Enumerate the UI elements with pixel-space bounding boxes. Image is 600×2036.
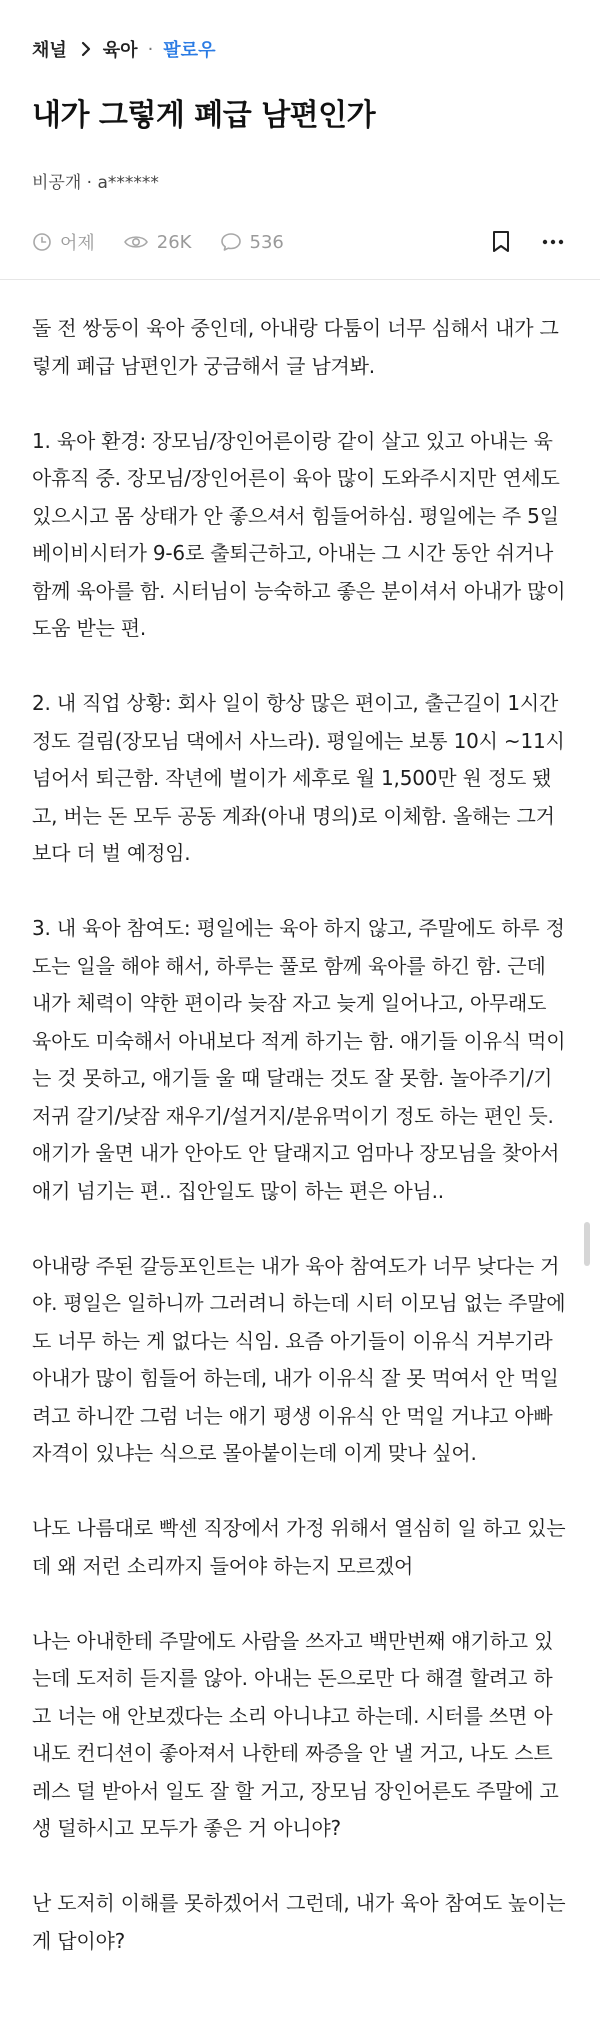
post-views bbox=[123, 232, 192, 253]
comment-icon bbox=[220, 232, 242, 252]
post-time bbox=[32, 229, 95, 255]
breadcrumb-category[interactable]: 육아 bbox=[102, 40, 138, 61]
post-comments[interactable] bbox=[220, 232, 284, 253]
bookmark-button[interactable] bbox=[486, 227, 516, 257]
post-paragraph: 난 도저히 이해를 못하겠어서 그런데, 내가 육아 참여도 높이는 게 답이야? bbox=[32, 1891, 566, 1953]
post-title: 내가 그렇게 폐급 남편인가 bbox=[32, 98, 376, 133]
eye-icon bbox=[123, 232, 149, 252]
bookmark-icon bbox=[491, 230, 511, 254]
post-comments-count: 536 bbox=[249, 231, 284, 253]
post-paragraph: 돌 전 쌍둥이 육아 중인데, 아내랑 다툼이 너무 심해서 내가 그렇게 폐급 남편인가 궁금해서 글 남겨봐. bbox=[32, 316, 559, 378]
post-paragraph: 2. 내 직업 상황: 회사 일이 항상 많은 편이고, 출근길이 1시간 정도 걸림(장모님 댁에서 사느라). 평일에는 보통 10시 ~11시 넘어서 퇴근함. 작년에 벌이가 세후로 월 1,500만 원 정도 됐고, 버는 돈 모두 공동 계좌(아내 명의)로 이체함. 올해는 그거보다 더 벌 예정임. bbox=[32, 691, 565, 865]
post-actions bbox=[486, 227, 568, 257]
scrollbar-thumb[interactable] bbox=[584, 1222, 590, 1266]
post-body bbox=[0, 280, 600, 1960]
more-icon bbox=[542, 239, 564, 245]
breadcrumb-channel[interactable]: 채널 bbox=[32, 40, 67, 61]
follow-button[interactable]: 팔로우 bbox=[163, 40, 216, 61]
post-header bbox=[0, 0, 600, 257]
post-paragraph: 나는 아내한테 주말에도 사람을 쓰자고 백만번째 얘기하고 있는데 도저히 듣지를 않아. 아내는 돈으로만 다 해결 할려고 하고 너는 애 안보겠다는 소리 아니냐고 하는데. 시터를 쓰면 아내도 컨디션이 좋아져서 나한테 짜증을 안 낼 거고, 나도 스트레스 덜 받아서 일도 잘 할 거고, 장모님 장인어른도 주말에 고생 덜하시고 모두가 좋은 거 아니야? bbox=[32, 1628, 559, 1840]
clock-icon bbox=[32, 232, 52, 252]
more-options-button[interactable] bbox=[538, 227, 568, 257]
post-author[interactable]: 비공개 · a****** bbox=[32, 173, 159, 193]
post-paragraph: 아내랑 주된 갈등포인트는 내가 육아 참여도가 너무 낮다는 거야. 평일은 일하니까 그러려니 하는데 시터 이모님 없는 주말에도 너무 하는 게 없다는 식임. 요즘 아기들이 이유식 거부기라 아내가 많이 힘들어 하는데, 내가 이유식 잘 못 먹여서 안 먹일려고 하니깐 그럼 너는 애기 평생 이유식 안 먹일 거냐고 아빠 자격이 있냐는 식으로 몰아붙이는데 이게 맞나 싶어. bbox=[32, 1253, 566, 1465]
breadcrumb bbox=[32, 36, 568, 62]
post-paragraph: 1. 육아 환경: 장모님/장인어른이랑 같이 살고 있고 아내는 육아휴직 중. 장모님/장인어른이 육아 많이 도와주시지만 연세도 있으시고 몸 상태가 안 좋으셔서 힘들어하심. 평일에는 주 5일 베이비시터가 9-6로 출퇴근하고, 아내는 그 시간 동안 쉬거나 함께 육아를 함. 시터님이 능숙하고 좋은 분이셔서 아내가 많이 도움 받는 편. bbox=[32, 428, 566, 640]
post-paragraph: 3. 내 육아 참여도: 평일에는 육아 하지 않고, 주말에도 하루 정도는 일을 해야 해서, 하루는 풀로 함께 육아를 하긴 함. 근데 내가 체력이 약한 편이라 늦잠 자고 늦게 일어나고, 아무래도 육아도 미숙해서 아내보다 적게 하기는 함. 애기들 이유식 먹이는 것 못하고, 애기들 울 때 달래는 것도 잘 못함. 놀아주기/기저귀 갈기/낮잠 재우기/설거지/분유먹이기 정도 하는 편인 듯. 애기가 울면 내가 안아도 안 달래지고 엄마나 장모님을 찾아서 애기 넘기는 편.. 집안일도 많이 하는 편은 아님.. bbox=[32, 916, 566, 1203]
post-views-count: 26K bbox=[156, 231, 192, 253]
post-paragraph: 나도 나름대로 빡센 직장에서 가정 위해서 열심히 일 하고 있는데 왜 저런 소리까지 들어야 하는지 모르겠어 bbox=[32, 1516, 566, 1578]
chevron-right-icon bbox=[81, 41, 91, 57]
breadcrumb-separator: · bbox=[147, 38, 154, 60]
post-time-label: 어제 bbox=[60, 233, 95, 254]
post-meta bbox=[32, 227, 568, 257]
